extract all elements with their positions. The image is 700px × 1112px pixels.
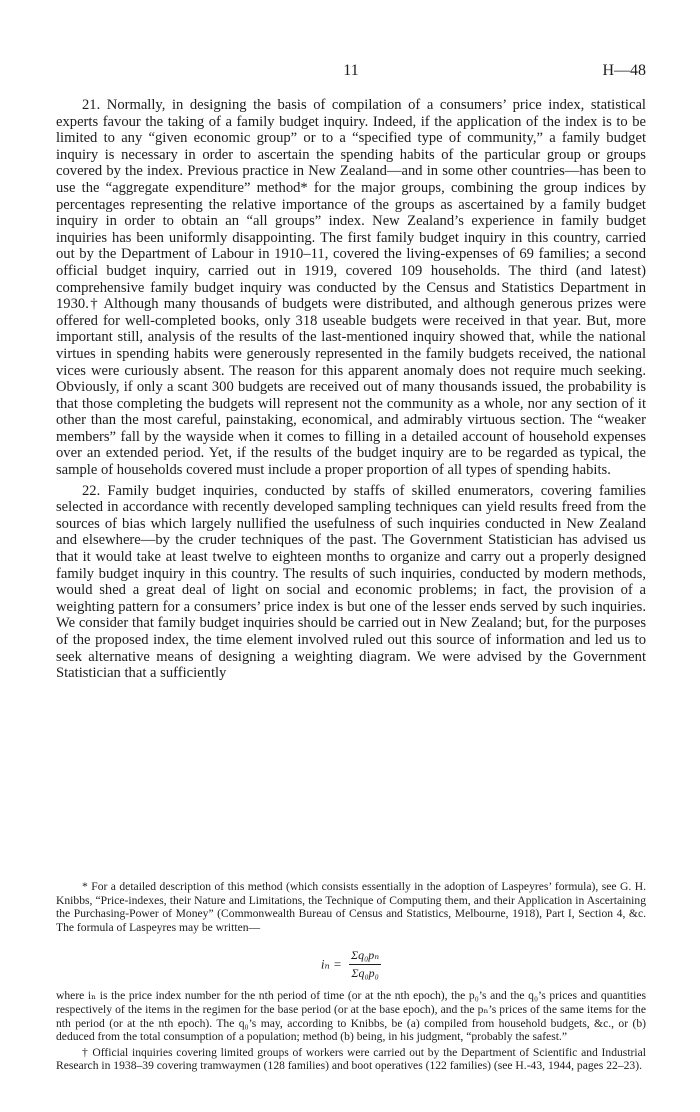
page-number: 11 [343, 62, 359, 79]
paragraph-21: 21. Normally, in designing the basis of compilation of a consumers’ price index, statistical experts favour the taking of a family budget inquiry. Indeed, if the application of the index is to be limited to any “given economic group” or to a “specified type of community,” a family budget inquiry is necessary in order to ascertain the spending habits of the particular group or groups covered by the index. Previous practice in New Zealand—and in some other countries—has been to use the “aggregate expenditure” method* for the major groups, combining the group indices by percentages representing the relative importance of the groups as ascertained by a family budget inquiry in order to obtain an “all groups” index. New Zealand’s experience in family budget inquiries has been uniformly disappointing. The first family budget inquiry in this country, carried out by the Department of Labour in 1910–11, covered the living-expenses of 69 families; a second official budget inquiry, carried out in 1919, covered 109 households. The third (and latest) comprehensive family budget inquiry was conducted by the Census and Statistics Department in 1930.† Although many thousands of budgets were distributed, and although generous prizes were offered for well-completed books, only 318 useable budgets were received in that year. But, more important still, analysis of the results of the last-mentioned inquiry showed that, while the national virtues in spending habits were generously represented in the family budgets received, the national vices were curiously absent. The reason for this apparent anomaly does not require much seeking. Obviously, if only a scant 300 budgets are received out of many thousands issued, the probability is that those completing the budgets will represent not the community as a whole, nor any section of it other than the most careful, painstaking, economical, and admirably virtuous section. The “weaker members” fall by the wayside when it comes to filling in a detailed account of household expenses over an extended period. Yet, if the results of the budget inquiry are to be regarded as typical, the sample of households covered must include a proper proportion of all types of spending habits. [56, 97, 646, 479]
page-header [56, 62, 646, 86]
paragraph-22: 22. Family budget inquiries, conducted by staffs of skilled enumerators, covering families selected in accordance with recently developed sampling techniques can yield results freed from the sources of bias which largely nullified the usefulness of such inquiries conducted in New Zealand and elsewhere—by the cruder techniques of the past. The Government Statistician has advised us that it would take at least twelve to eighteen months to organize and carry out a properly designed family budget inquiry in this country. The results of such inquiries, conducted by modern methods, would shed a great deal of light on social and economic problems; in fact, the provision of a weighting pattern for a consumers’ price index is but one of the lesser ends served by such inquiries. We consider that family budget inquiries should be carried out in New Zealand; but, for the purposes of the proposed index, the time element involved ruled out this source of information and led us to seek alternative means of designing a weighting diagram. We were advised by the Government Statistician that a sufficiently [56, 482, 646, 682]
formula-denominator: Σq₀p₀ [351, 966, 379, 981]
footnote-dagger: † Official inquiries covering limited groups of workers were carried out by the Department of Scientific and Industrial Research in 1938–39 covering tramwaymen (128 families) and boot operatives (122 families) (see H.-43, 1944, pages 22–23). [56, 1045, 646, 1073]
footnote-asterisk: * For a detailed description of this method (which consists essentially in the adoption of Laspeyres’ formula), see G. H. Knibbs, “Price-indexes, their Nature and Limitations, the Technique of Computing them, and their Application in Ascertaining the Purchasing-Power of Money” (Commonwealth Bureau of Census and Statistics, Melbourne, 1918), Part I, Section 4, &c. The formula of Laspeyres may be written— [56, 880, 646, 934]
laspeyres-formula [56, 948, 646, 981]
formula-lhs: iₙ = [320, 956, 342, 972]
footnote-asterisk-continued: where iₙ is the price index number for the nth period of time (or at the nth epoch), the p₀’s and the q₀’s prices and quantities respectively of the items in the regimen for the base period (or at the base epoch), and the pₙ’s prices of the same items for the nth period (or at the nth epoch). The q₀’s may, according to Knibbs, be (a) compiled from household budgets, &c., or (b) deduced from the total consumption of a population; method (b) being, in his judgment, “probably the safest.” [56, 989, 646, 1044]
formula-numerator: Σq₀pₙ [349, 948, 381, 965]
body-text [56, 97, 646, 682]
document-reference: H—48 [602, 62, 646, 79]
formula-fraction [349, 948, 381, 981]
footnotes [56, 880, 646, 1073]
